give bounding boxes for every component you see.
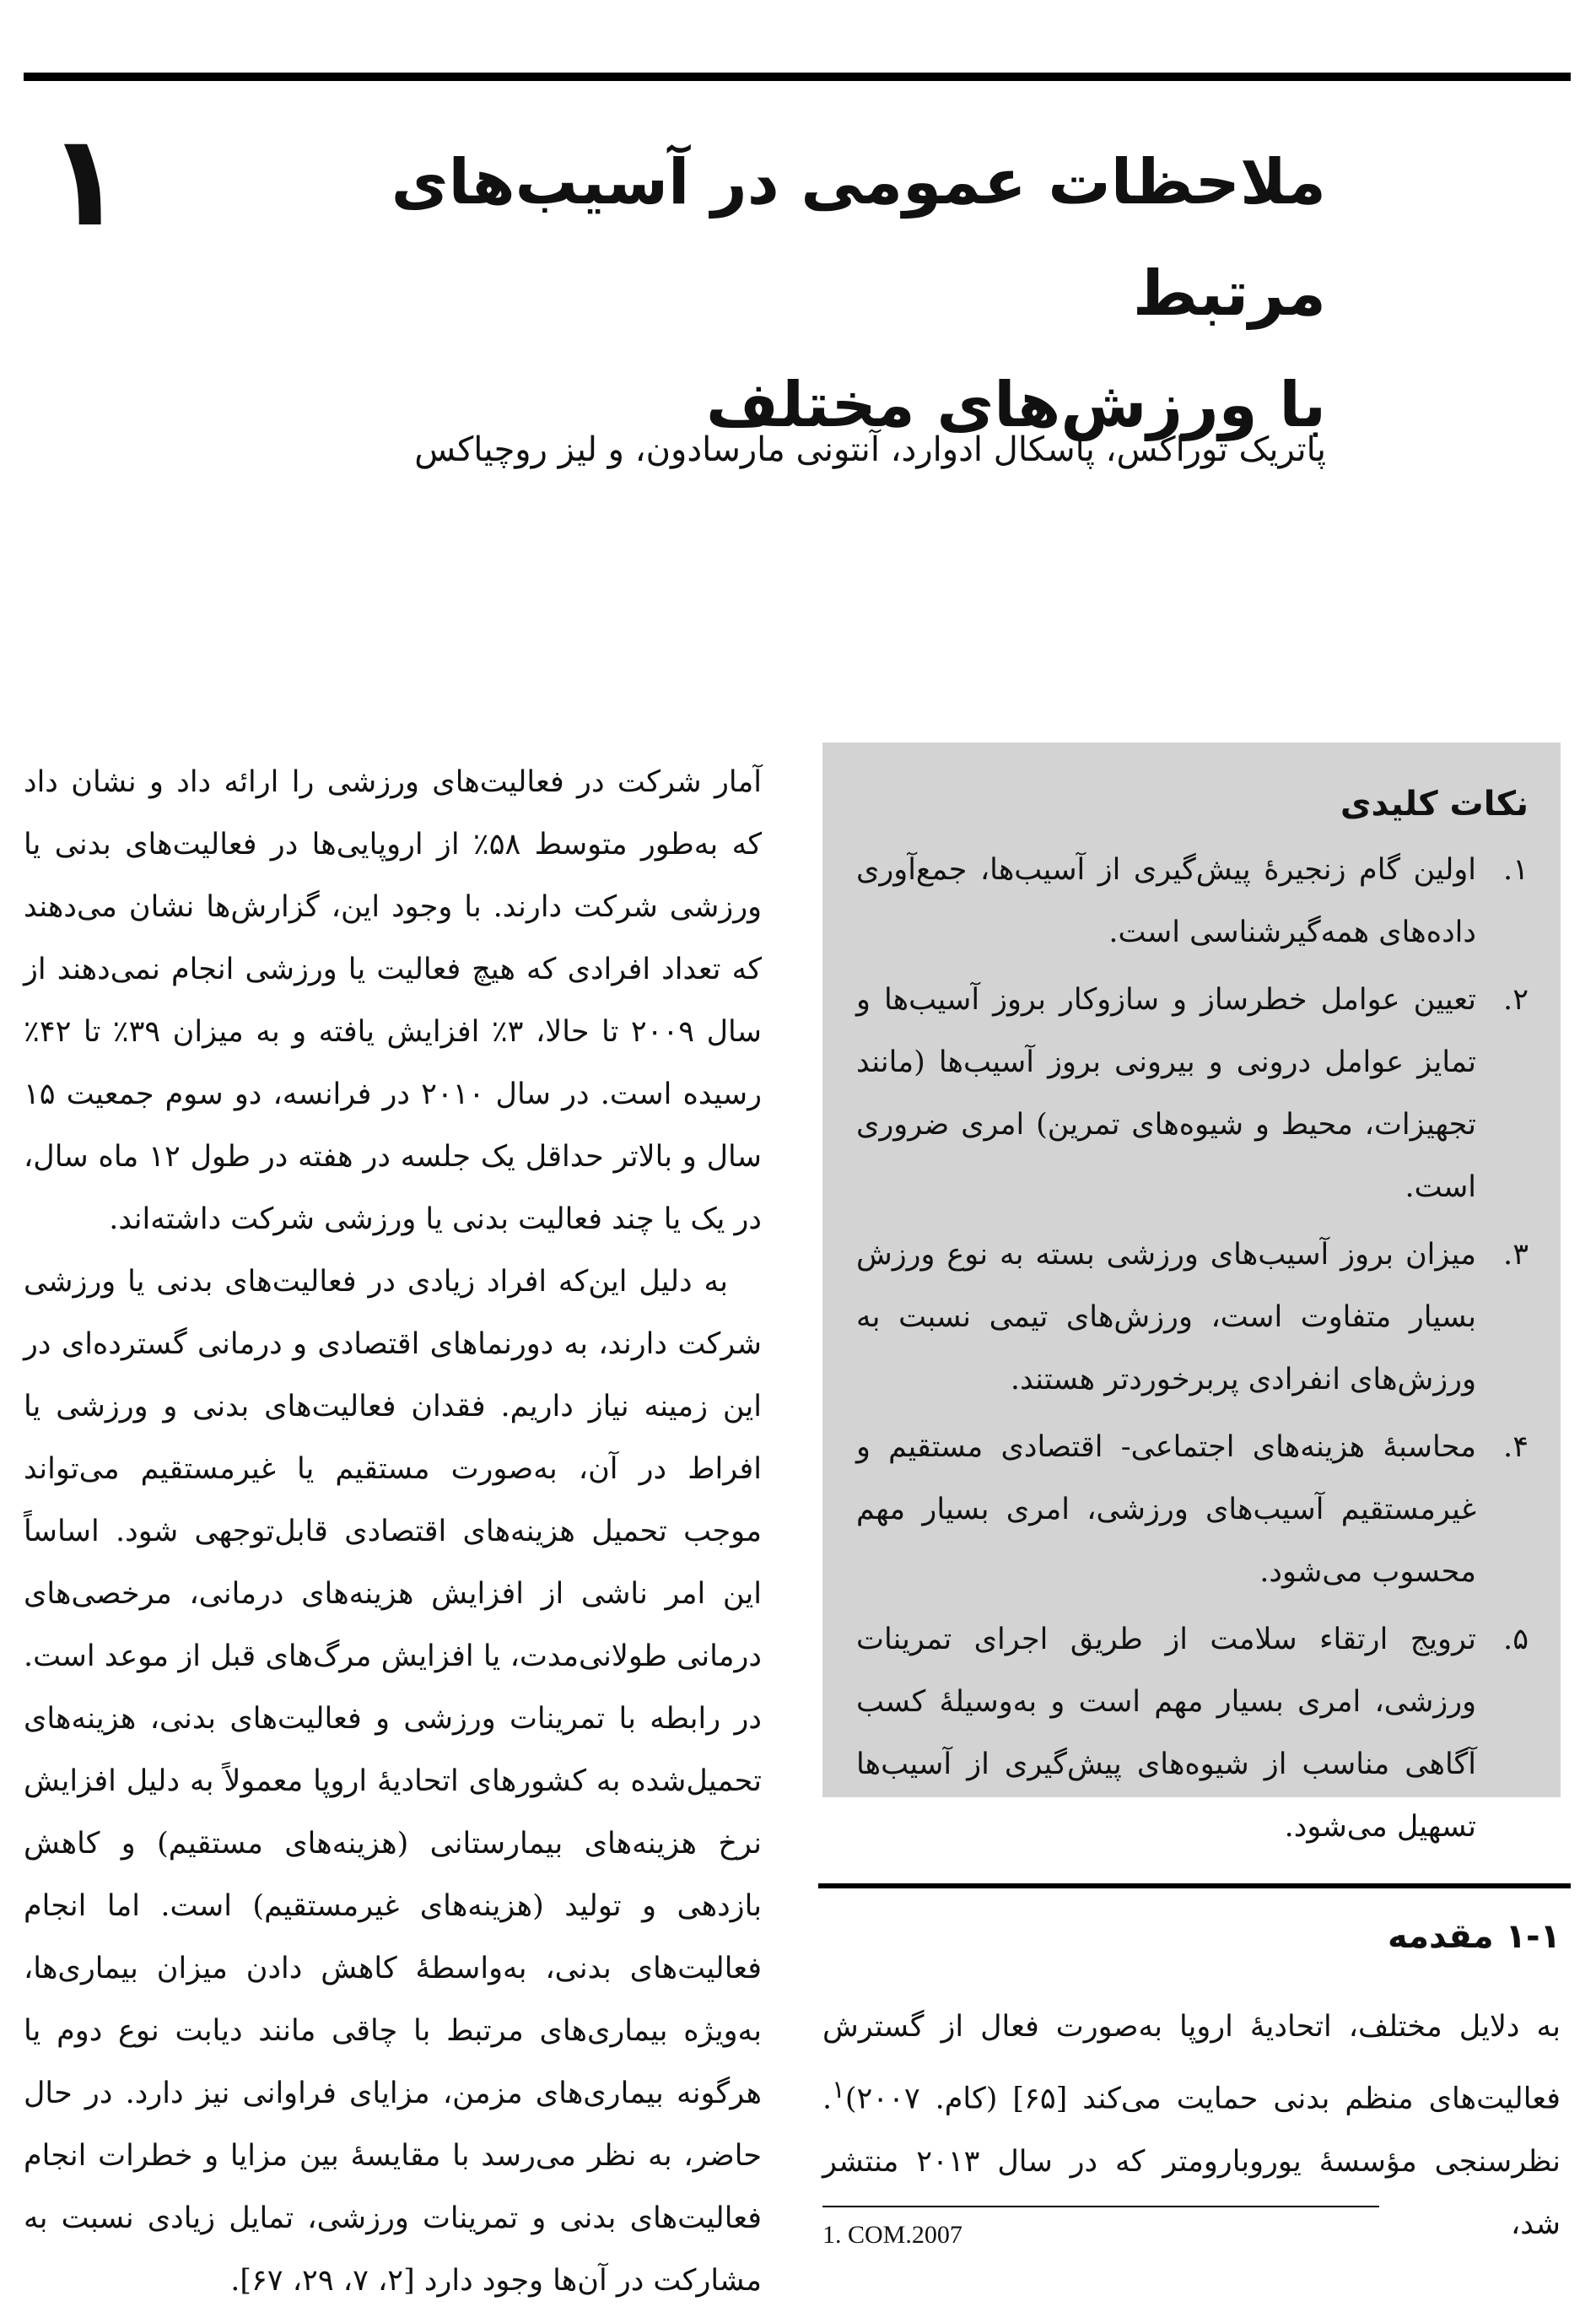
- chapter-title-line1: ملاحظات عمومی در آسیب‌های مرتبط: [391, 146, 1326, 330]
- body-paragraph: آمار شرکت در فعالیت‌های ورزشی را ارائه داد و نشان داد که به‌طور متوسط ۵۸٪ از اروپایی‌ها در فعالیت‌های بدنی یا ورزشی شرکت دارند. با وجود این، گزارش‌ها نشان می‌دهند که تعداد افرادی که هیچ فعالیت یا ورزشی انجام نمی‌دهند از سال ۲۰۰۹ تا حالا، ۳٪ افزایش یافته و به میزان ۳۹٪ تا ۴۲٪ رسیده است. در سال ۲۰۱۰ در فرانسه، دو سوم جمعیت ۱۵ سال و بالاتر حداقل یک جلسه در هفته در طول ۱۲ ماه سال، در یک یا چند فعالیت بدنی یا ورزشی شرکت داشته‌اند.: [24, 765, 762, 1236]
- chapter-authors: پاتریک توراکس، پاسکال ادوارد، آنتونی مارسادون، و لیز روچیاکس: [414, 430, 1326, 469]
- top-rule: [24, 73, 1571, 81]
- chapter-number: ۱: [46, 108, 124, 255]
- footnote-rule: [822, 2206, 1379, 2207]
- section-body-text-cont: . نظرسنجی مؤسسهٔ یوروبارومتر که در سال ۲۰۱۳ منتشر شد،: [822, 2082, 1561, 2241]
- key-point-number: ۲.: [1503, 983, 1529, 1017]
- section-body: [822, 1996, 1561, 2255]
- key-point-item: [856, 1608, 1529, 1858]
- key-point-text: تعیین عوامل خطرساز و سازوکار بروز آسیب‌ها و تمایز عوامل درونی و بیرونی بروز آسیب‌ها (مانند تجهیزات، محیط و شیوه‌های تمرین) امری ضروری است.: [856, 983, 1476, 1204]
- key-point-text: اولین گام زنجیرهٔ پیش‌گیری از آسیب‌ها، جمع‌آوری داده‌های همه‌گیرشناسی است.: [856, 853, 1476, 949]
- body-paragraph: به دلیل این‌که افراد زیادی در فعالیت‌های بدنی یا ورزشی شرکت دارند، به دورنماهای اقتصادی و درمانی گسترده‌ای در این زمینه نیاز داریم. فقدان فعالیت‌های بدنی و ورزشی یا افراط در آن، به‌صورت مستقیم یا غیرمستقیم می‌تواند موجب تحمیل هزینه‌های اقتصادی قابل‌توجهی شود. اساساً این امر ناشی از افزایش هزینه‌های درمانی، مرخصی‌های درمانی طولانی‌مدت، یا افزایش مرگ‌های قبل از موعد است. در رابطه با تمرینات ورزشی و فعالیت‌های بدنی، هزینه‌های تحمیل‌شده به کشورهای اتحادیهٔ اروپا معمولاً به دلیل افزایش نرخ هزینه‌های بیمارستانی (هزینه‌های مستقیم) و کاهش بازدهی و تولید (هزینه‌های غیرمستقیم) است. اما انجام فعالیت‌های بدنی، به‌واسطهٔ کاهش دادن میزان بیماری‌ها، به‌ویژه بیماری‌های مرتبط با چاقی مانند دیابت نوع دوم یا هرگونه بیماری‌های مزمن، مزایای فراوانی نیز دارد. در حال حاضر، به نظر می‌رسد با مقایسهٔ بین مزایا و خطرات انجام فعالیت‌های بدنی و تمرینات ورزشی، تمایل زیادی نسبت به مشارکت در آن‌ها وجود دارد [۲، ۷، ۲۹، ۶۷].: [24, 1265, 762, 2298]
- body-column-left: [24, 751, 762, 2312]
- key-points-heading: نکات کلیدی: [1340, 785, 1529, 824]
- footnote-reference: ۱: [832, 2075, 845, 2104]
- key-point-item: [856, 969, 1529, 1218]
- section-heading: ۱-۱ مقدمه: [1387, 1917, 1561, 1956]
- key-point-item: [856, 839, 1529, 964]
- footnote: 1. COM.2007: [822, 2221, 962, 2249]
- key-point-item: [856, 1224, 1529, 1411]
- key-point-text: ترویج ارتقاء سلامت از طریق اجرای تمرینات ورزشی، امری بسیار مهم است و به‌وسیلهٔ کسب آگاهی مناسب از شیوه‌های پیش‌گیری از آسیب‌ها تسهیل می‌شود.: [856, 1623, 1476, 1844]
- chapter-title: [229, 127, 1326, 461]
- key-point-number: ۱.: [1503, 853, 1529, 887]
- key-point-number: ۳.: [1503, 1238, 1529, 1272]
- section-body-text: به دلایل مختلف، اتحادیهٔ اروپا به‌صورت فعال از گسترش فعالیت‌های منظم بدنی حمایت می‌کند [۶۵] (کام. ۲۰۰۷): [822, 2010, 1561, 2116]
- key-point-text: محاسبهٔ هزینه‌های اجتماعی- اقتصادی مستقیم و غیرمستقیم آسیب‌های ورزشی، امری بسیار مهم محسوب می‌شود.: [856, 1430, 1476, 1589]
- key-point-text: میزان بروز آسیب‌های ورزشی بسته به نوع ورزش بسیار متفاوت است، ورزش‌های تیمی نسبت به ورزش‌های انفرادی پربرخوردتر هستند.: [856, 1238, 1476, 1396]
- key-points-box: [822, 743, 1561, 1844]
- key-point-number: ۴.: [1503, 1430, 1529, 1464]
- chapter-title-line2: با ورزش‌های مختلف: [705, 369, 1326, 441]
- section-rule: [818, 1883, 1571, 1888]
- key-points-list: [856, 839, 1529, 1858]
- key-point-number: ۵.: [1503, 1623, 1529, 1656]
- key-point-item: [856, 1416, 1529, 1603]
